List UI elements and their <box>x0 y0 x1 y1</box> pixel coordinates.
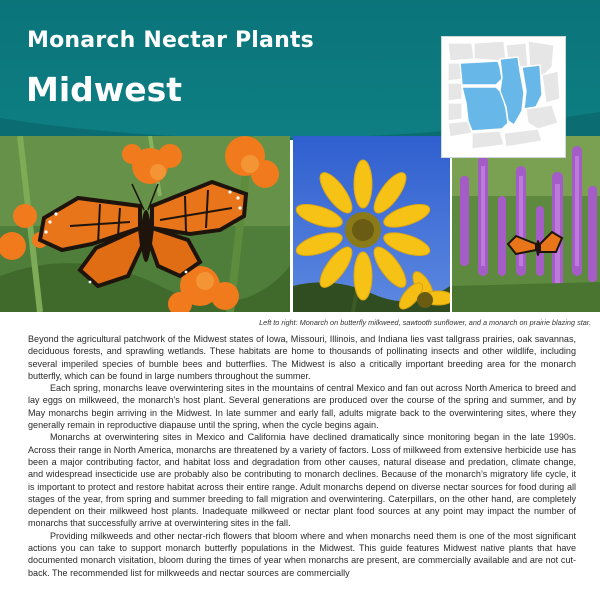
paragraph-action: Providing milkweeds and other nectar-rich flowers that bloom where and when monarchs need them is one of the most significant actions you can take to support monarch butterfly populations in the Midwest. This guide features Midwest native plants that have documented monarch visitation, bloom during the times of year when monarchs are present, are commercially available and are not cut-back. The recommended list for milkweeds and nectar sources are commercially <box>28 530 576 578</box>
sawtooth-sunflower-photo <box>293 136 450 312</box>
photo-caption: Left to right: Monarch on butterfly milkweed, sawtooth sunflower, and a monarch on prairie blazing star. <box>259 318 591 327</box>
indiana-shape <box>522 65 542 109</box>
monarch-on-butterfly-milkweed-photo <box>0 136 290 312</box>
iowa-shape <box>460 61 502 85</box>
photo-monarch-milkweed <box>0 136 290 312</box>
page-title: Monarch Nectar Plants <box>27 28 314 53</box>
midwest-region-map <box>441 36 566 158</box>
photo-sunflower <box>293 136 450 312</box>
article-body <box>28 333 576 579</box>
paragraph-intro: Beyond the agricultural patchwork of the Midwest states of Iowa, Missouri, Illinois, and Indiana lies vast tallgrass prairies, oak savannas, deciduous forests, and sprawling wetlands. These habitats are home to thousands of pollinating insects and other wildlife, including several imperiled species of bumble bees and butterflies. The Midwest is also a critically important breeding area for the monarch butterfly, which can be found in large numbers throughout the summer. <box>28 334 576 381</box>
paragraph-decline: Monarchs at overwintering sites in Mexico and California have declined dramatically since monitoring began in the late 1990s. Across their range in North America, monarchs are threatened by a variety of factors. Loss of milkweed from extensive herbicide use has been a major contributing factor, and habitat loss and degradation from other causes, natural disease and predation, climate change, and widespread insecticide use are probably also be contributing to monarch declines. Because of the monarch’s migratory life cycle, it is important to protect and restore habitat across their entire range. Adult monarchs depend on diverse nectar sources for food during all stages of the year, from spring and summer breeding to fall migration and overwintering. Caterpillars, on the other hand, are completely dependent on their milkweed host plants. Inadequate milkweed or nectar plant food sources at any point may impact the number of monarchs that successfully arrive at overwintering sites in the fall. <box>28 432 576 529</box>
region-title: Midwest <box>26 70 183 109</box>
monarch-on-prairie-blazing-star-photo <box>452 136 600 312</box>
photo-blazing-star <box>452 136 600 312</box>
paragraph-migration: Each spring, monarchs leave overwintering sites in the mountains of central Mexico and fan out across North America to breed and lay eggs on milkweed, the monarch’s host plant. Several generations are produced over the course of the spring and summer, and by May monarchs begin arriving in the Midwest. In late summer and early fall, adults migrate back to the overwintering sites, where they generally remain in reproductive diapause until the spring, when the cycle begins again. <box>28 383 576 431</box>
photo-strip <box>0 136 600 312</box>
midwest-region-map-icon <box>442 37 565 157</box>
